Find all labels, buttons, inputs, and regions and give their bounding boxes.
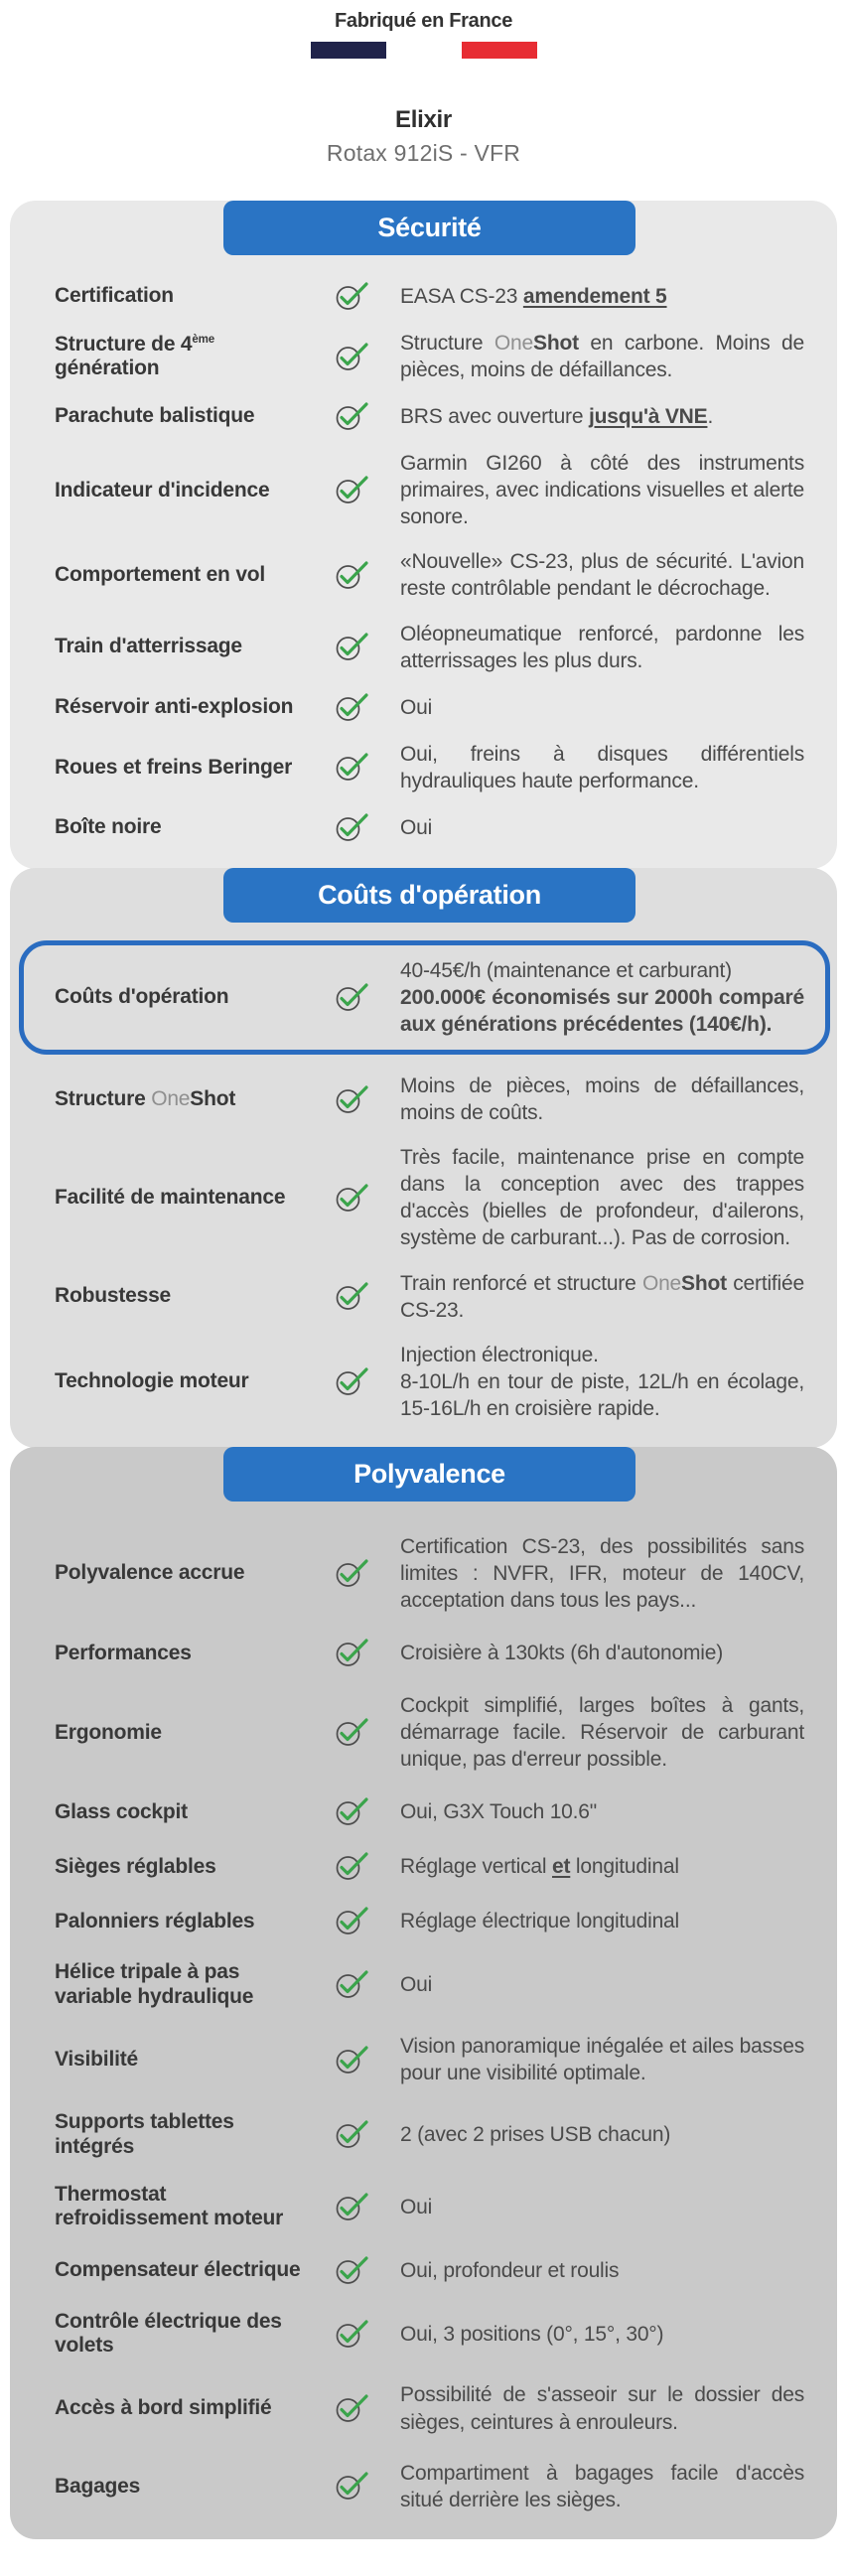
section-card — [10, 868, 837, 1448]
spec-value — [400, 2257, 804, 2284]
spec-row — [55, 1638, 804, 1668]
check-icon — [335, 1281, 368, 1312]
check-icon — [335, 2319, 368, 2350]
spec-row — [55, 281, 804, 312]
text-segment: Train renforcé et structure — [400, 1271, 642, 1295]
spec-label — [55, 815, 303, 839]
text-segment: Oui — [400, 695, 433, 719]
text-segment: Hélice tripale à pas variable hydraulique — [55, 1960, 254, 2008]
section-card — [10, 201, 837, 869]
spec-label — [55, 1721, 303, 1745]
check-icon — [335, 560, 368, 591]
text-segment: Shot — [681, 1271, 727, 1295]
text-segment: Glass cockpit — [55, 1799, 188, 1823]
spec-value — [400, 1853, 804, 1880]
spec-row — [55, 692, 804, 723]
spec-row — [55, 1144, 804, 1251]
text-segment: One — [494, 332, 534, 355]
spec-value — [400, 2321, 804, 2348]
text-segment: Technologie moteur — [55, 1369, 249, 1393]
text-segment: Parachute balistique — [55, 404, 255, 428]
check-icon — [335, 2119, 368, 2150]
check-icon — [335, 1558, 368, 1589]
spec-label — [55, 479, 303, 502]
spec-label — [55, 1369, 303, 1393]
spec-label — [55, 2258, 303, 2282]
text-segment: ème — [192, 333, 214, 346]
text-segment: Shot — [533, 332, 579, 355]
section-header — [223, 868, 635, 923]
spec-value — [400, 1692, 804, 1773]
text-segment: Réglage vertical — [400, 1855, 553, 1879]
spec-row — [55, 2110, 804, 2159]
page-subtitle: Rotax 912iS - VFR — [326, 140, 521, 166]
spec-label — [55, 1910, 303, 1933]
text-segment: Garmin GI260 à côté des instruments primaires, avec indications visuelles et alerte sonore. — [400, 452, 804, 529]
spec-row — [55, 741, 804, 794]
text-segment: Certification CS-23, des possibilités sans limites : NVFR, IFR, moteur de 140CV, acceptation dans tous les pays... — [400, 1534, 804, 1613]
check-icon — [335, 1084, 368, 1115]
spec-label — [55, 1561, 303, 1585]
spec-value — [400, 548, 804, 602]
spec-row — [55, 1851, 804, 1882]
text-segment: Compartiment à bagages facile d'accès situé derrière les sièges. — [400, 2461, 804, 2511]
check-icon — [335, 2255, 368, 2286]
spec-row — [55, 1692, 804, 1773]
spec-label — [55, 2310, 303, 2359]
page-header — [0, 0, 847, 167]
spec-row — [19, 940, 830, 1055]
text-segment: EASA CS-23 — [400, 284, 523, 308]
text-segment: Thermostat refroidissement moteur — [55, 2183, 284, 2230]
spec-label — [55, 985, 303, 1009]
spec-row — [55, 401, 804, 432]
spec-row — [55, 1960, 804, 2009]
text-segment: Oui — [400, 815, 433, 839]
section-header — [223, 1447, 635, 1502]
spec-value — [400, 741, 804, 794]
text-segment: Bagages — [55, 2474, 141, 2498]
spec-row — [55, 2033, 804, 2086]
spec-row — [55, 2255, 804, 2286]
spec-value — [400, 1270, 804, 1324]
text-segment: en carbone. Moins de pièces, moins de défaillances. — [400, 332, 804, 382]
spec-value — [400, 1342, 804, 1422]
spec-label — [55, 1087, 303, 1111]
spec-label — [55, 2396, 303, 2420]
section-rows — [55, 1502, 804, 2513]
spec-value — [400, 1073, 804, 1126]
check-icon — [335, 982, 368, 1013]
check-icon — [335, 2045, 368, 2075]
text-segment: Comportement en vol — [55, 563, 266, 587]
check-icon — [335, 2393, 368, 2424]
text-segment: Oléopneumatique renforcé, pardonne les atterrissages les plus durs. — [400, 622, 804, 672]
sections — [10, 201, 837, 2576]
spec-row — [55, 1796, 804, 1827]
text-segment: Possibilité de s'asseoir sur le dossier des sièges, ceintures à enrouleurs. — [400, 2383, 804, 2434]
spec-value — [400, 450, 804, 530]
text-segment: Réservoir anti-explosion — [55, 695, 294, 719]
section-title: Sécurité — [377, 213, 482, 242]
text-segment: Compensateur électrique — [55, 2258, 301, 2282]
spec-row — [55, 1270, 804, 1324]
text-segment: Performances — [55, 1641, 192, 1664]
text-segment: Structure de 4 — [55, 332, 193, 356]
spec-label — [55, 1642, 303, 1665]
spec-value — [400, 1533, 804, 1614]
text-segment: Réglage électrique longitudinal — [400, 1910, 680, 1933]
spec-value — [400, 1908, 804, 1934]
spec-row — [55, 812, 804, 843]
spec-label — [55, 2475, 303, 2499]
french-flag — [0, 42, 847, 59]
section-card — [10, 1447, 837, 2539]
check-icon — [335, 2192, 368, 2222]
text-segment: Très facile, maintenance prise en compte dans la conception avec des trappes d'accès (bielles de profondeur, d'ailerons, système de carburant...). Pas de corrosion. — [400, 1146, 804, 1250]
spec-value — [400, 330, 804, 383]
spec-label — [55, 404, 303, 428]
text-segment: longitudinal — [570, 1855, 679, 1879]
spec-label — [55, 1855, 303, 1879]
section-rows — [55, 923, 804, 1422]
spec-value — [400, 2121, 804, 2148]
check-icon — [335, 1796, 368, 1827]
spec-value — [400, 1144, 804, 1251]
spec-row — [55, 2183, 804, 2231]
spec-label — [55, 635, 303, 658]
spec-label — [55, 284, 303, 308]
text-segment: Contrôle électrique des volets — [55, 2309, 282, 2358]
text-segment: Coûts d'opération — [55, 985, 229, 1009]
spec-value — [400, 814, 804, 841]
text-segment: Boîte noire — [55, 815, 162, 839]
spec-value — [400, 957, 804, 1038]
spec-label — [55, 1284, 303, 1308]
check-icon — [335, 1969, 368, 2000]
spec-value — [400, 2033, 804, 2086]
spec-value — [400, 1971, 804, 1998]
check-icon — [335, 342, 368, 372]
text-segment: Oui — [400, 1973, 433, 1997]
text-segment: Train d'atterrissage — [55, 635, 242, 658]
text-segment: Ergonomie — [55, 1720, 162, 1744]
spec-row — [55, 1906, 804, 1936]
text-segment: Robustesse — [55, 1284, 172, 1308]
flag-stripe-white — [386, 42, 462, 59]
check-icon — [335, 812, 368, 843]
text-segment: 8-10L/h en tour de piste, 12L/h en écolage, 15-16L/h en croisière rapide. — [400, 1369, 804, 1420]
check-icon — [335, 1366, 368, 1397]
text-segment: Palonniers réglables — [55, 1909, 255, 1932]
text-segment: Oui — [400, 2195, 433, 2218]
text-segment: Vision panoramique inégalée et ailes basses pour une visibilité optimale. — [400, 2035, 804, 2085]
text-segment: Roues et freins Beringer — [55, 755, 293, 779]
spec-label — [55, 1186, 303, 1210]
text-segment: amendement 5 — [522, 284, 667, 308]
check-icon — [335, 1183, 368, 1214]
spec-row — [55, 2310, 804, 2359]
text-segment: Moins de pièces, moins de défaillances, moins de coûts. — [400, 1074, 804, 1125]
spec-row — [55, 2460, 804, 2513]
text-segment: 2 (avec 2 prises USB chacun) — [400, 2123, 671, 2147]
spec-value — [400, 694, 804, 721]
spec-label — [55, 2048, 303, 2072]
check-icon — [335, 752, 368, 783]
spec-label — [55, 563, 303, 587]
text-segment: BRS avec ouverture — [400, 405, 589, 429]
spec-value — [400, 283, 804, 310]
spec-label — [55, 2110, 303, 2159]
text-segment: Oui, G3X Touch 10.6" — [400, 1800, 598, 1824]
spec-value — [400, 1640, 804, 1666]
text-segment: 200.000€ économisés sur 2000h comparé aux générations précédentes (140€/h). — [400, 985, 804, 1037]
text-segment: Supports tablettes intégrés — [55, 2110, 234, 2158]
check-icon — [335, 1717, 368, 1748]
page-title: Elixir — [395, 106, 452, 133]
text-segment: Sièges réglables — [55, 1854, 216, 1878]
text-segment: Certification — [55, 284, 174, 308]
text-segment: Structure — [400, 332, 494, 355]
spec-value — [400, 2194, 804, 2220]
text-segment: Shot — [190, 1086, 236, 1110]
text-segment: Cockpit simplifié, larges boîtes à gants, démarrage facile. Réservoir de carburant unique, pas d'erreur possible. — [400, 1694, 804, 1772]
text-segment: Visibilité — [55, 2048, 138, 2072]
text-segment: jusqu'à VNE — [588, 405, 708, 429]
text-segment: Oui, profondeur et roulis — [400, 2258, 620, 2282]
spec-row — [55, 330, 804, 383]
check-icon — [335, 692, 368, 723]
text-segment: Facilité de maintenance — [55, 1186, 286, 1210]
spec-row — [55, 621, 804, 674]
spec-label — [55, 1800, 303, 1824]
check-icon — [335, 2471, 368, 2502]
text-segment: Oui, freins à disques différentiels hydrauliques haute performance. — [400, 742, 804, 792]
check-icon — [335, 632, 368, 662]
text-segment: . — [707, 405, 714, 429]
text-segment: One — [641, 1271, 682, 1295]
text-segment: Indicateur d'incidence — [55, 478, 270, 501]
spec-label — [55, 2183, 303, 2231]
spec-value — [400, 621, 804, 674]
spec-label — [55, 1960, 303, 2009]
spec-row — [55, 1342, 804, 1422]
text-segment: Injection électronique. — [400, 1343, 599, 1366]
spec-row — [55, 1533, 804, 1614]
text-segment: Accès à bord simplifié — [55, 2396, 272, 2420]
text-segment: Croisière à 130kts (6h d'autonomie) — [400, 1642, 724, 1665]
text-segment: certifiée CS-23. — [400, 1271, 804, 1322]
check-icon — [335, 475, 368, 505]
check-icon — [335, 401, 368, 432]
spec-label — [55, 333, 303, 381]
spec-row — [55, 2381, 804, 2435]
flag-stripe-blue — [311, 42, 386, 59]
check-icon — [335, 1906, 368, 1936]
section-header — [223, 201, 635, 255]
check-icon — [335, 1638, 368, 1668]
spec-row — [55, 450, 804, 530]
text-segment: Structure — [55, 1086, 152, 1110]
spec-value — [400, 2381, 804, 2435]
text-segment: «Nouvelle» CS-23, plus de sécurité. L'avion reste contrôlable pendant le décrochage. — [400, 550, 804, 601]
spec-row — [55, 548, 804, 602]
text-segment: génération — [55, 357, 160, 380]
text-segment: 40-45€/h (maintenance et carburant) — [400, 958, 732, 982]
spec-label — [55, 695, 303, 719]
text-segment: Polyvalence accrue — [55, 1561, 245, 1585]
section-title: Polyvalence — [353, 1458, 505, 1489]
spec-label — [55, 756, 303, 780]
text-segment: Oui, 3 positions (0°, 15°, 30°) — [400, 2322, 664, 2346]
spec-row — [55, 1073, 804, 1126]
text-segment: et — [552, 1855, 571, 1879]
text-segment: One — [151, 1086, 191, 1110]
check-icon — [335, 281, 368, 312]
spec-value — [400, 403, 804, 430]
check-icon — [335, 1851, 368, 1882]
section-title: Coûts d'opération — [318, 879, 541, 910]
spec-value — [400, 2460, 804, 2513]
section-rows — [55, 255, 804, 843]
made-in-france-label: Fabriqué en France — [334, 10, 513, 32]
flag-stripe-red — [462, 42, 537, 59]
spec-value — [400, 1798, 804, 1825]
